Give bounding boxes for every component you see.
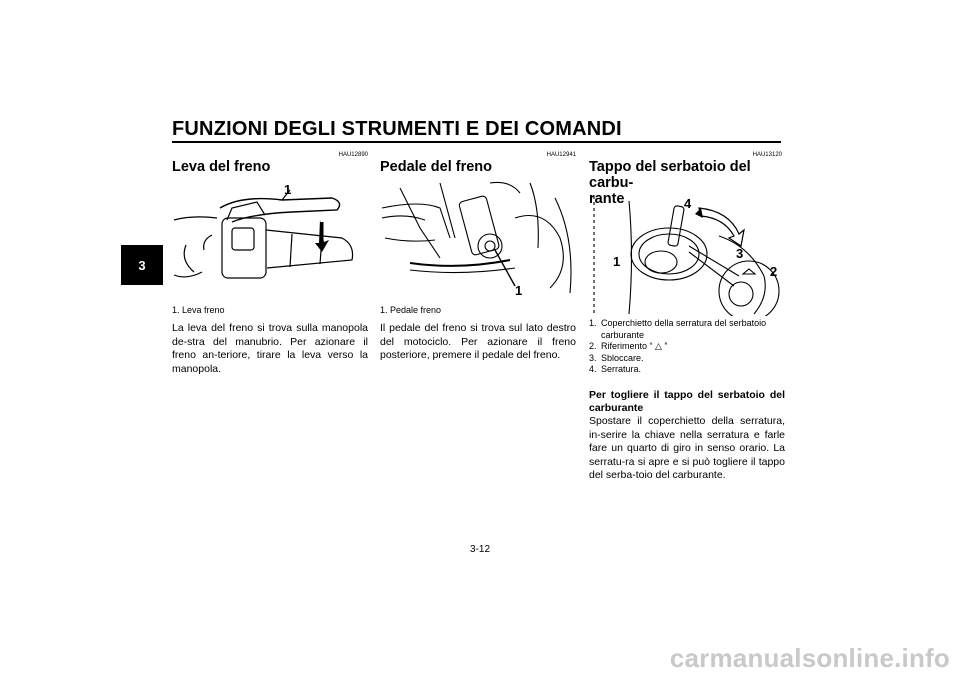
watermark-logo: carmanualsonline.info <box>669 643 950 673</box>
caption-text: Serratura. <box>601 364 642 374</box>
figure-callout-3: 3 <box>736 246 744 261</box>
caption-item <box>589 364 785 376</box>
caption-number: 2. <box>589 341 597 351</box>
figure-callout-4: 4 <box>684 196 692 211</box>
subheading-line: carburante <box>589 402 644 414</box>
section-code: HAU12941 <box>546 152 576 158</box>
section-body: Spostare il coperchietto della serratura, in-serire la chiave nella serratura e farle fare un quarto di giro in senso orario. La serratu-ra si apre e si può togliere il tappo del serba-toio del carburante. <box>589 415 785 481</box>
figure-callout-1: 1 <box>284 182 292 197</box>
header-rule <box>172 141 781 143</box>
figure-callout-1: 1 <box>515 283 523 298</box>
caption-number: 1. <box>589 318 597 328</box>
caption-number: 3. <box>589 352 597 363</box>
procedure-subheading <box>589 389 785 415</box>
section-code: HAU12890 <box>338 152 368 158</box>
page-number: 3-12 <box>469 544 490 555</box>
chapter-tab: 3 <box>121 245 163 285</box>
caption-item <box>589 353 785 365</box>
caption-item <box>589 318 785 341</box>
figure-callout-1: 1 <box>613 254 621 269</box>
section-body: Il pedale del freno si trova sul lato destro del motociclo. Per azionare il freno posteriore, premere il pedale del freno. <box>380 322 576 361</box>
section-title-line: rante <box>589 191 625 207</box>
figure-caption-list <box>589 318 785 376</box>
section-body: La leva del freno si trova sulla manopola de-stra del manubrio. Per azionare il freno an-teriore, tirare la leva verso la manopola. <box>172 322 368 375</box>
brake-pedal-illustration <box>380 178 578 300</box>
caption-text: Sbloccare. <box>601 352 644 363</box>
section-title-brake-pedal: Pedale del freno <box>380 159 493 175</box>
section-title-line: Tappo del serbatoio del carbu- <box>589 159 751 191</box>
figure-caption: 1. Pedale freno <box>380 305 442 315</box>
caption-number: 4. <box>589 364 597 374</box>
brake-lever-illustration <box>172 180 372 300</box>
caption-item <box>589 341 785 353</box>
caption-text: Riferimento “ △ ” <box>601 341 668 351</box>
section-code: HAU13120 <box>752 152 782 158</box>
figure-callout-2: 2 <box>770 264 778 279</box>
page-header-title: FUNZIONI DEGLI STRUMENTI E DEI COMANDI <box>172 118 622 140</box>
figure-caption: 1. Leva freno <box>172 305 225 315</box>
caption-text: Coperchietto della serratura del serbatoio carburante <box>601 318 767 340</box>
section-title-brake-lever: Leva del freno <box>172 159 271 175</box>
subheading-line: Per togliere il tappo del serbatoio del <box>589 389 785 401</box>
